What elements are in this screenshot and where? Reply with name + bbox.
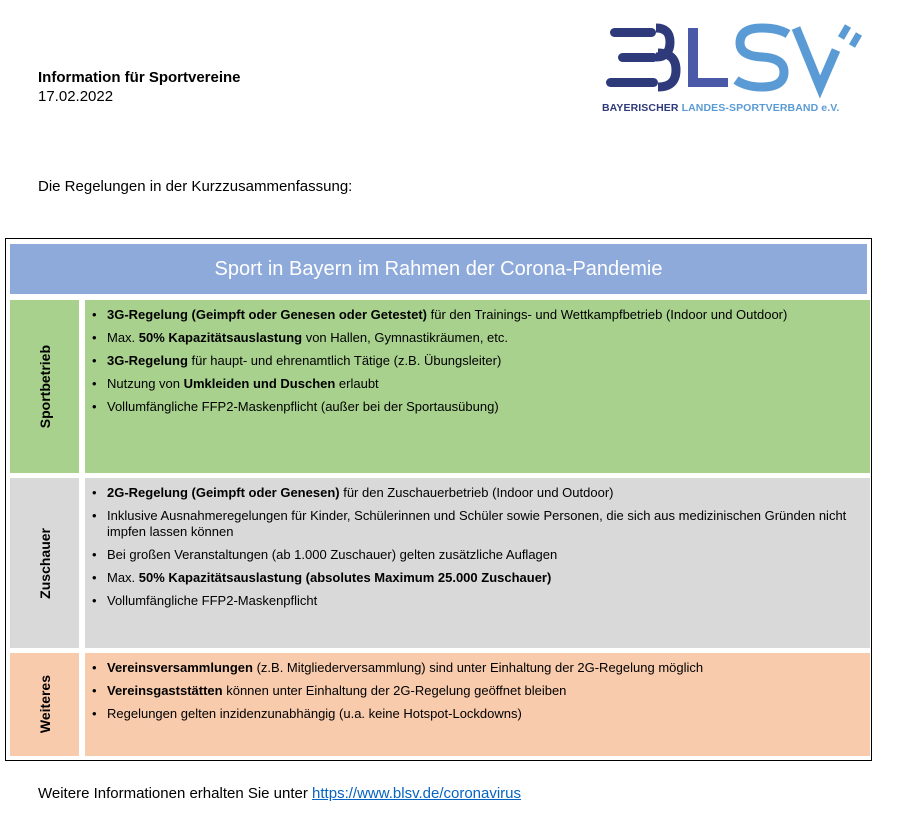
document-date: 17.02.2022 — [38, 88, 114, 105]
section-label-zuschauer — [10, 478, 79, 648]
logo-subtitle-light: LANDES-SPORTVERBAND e.V. — [681, 102, 840, 114]
bullet-text: (z.B. Mitgliederversammlung) sind unter Einhaltung der 2G-Regelung möglich — [252, 660, 704, 675]
bullet-text: Max. — [107, 570, 139, 585]
bullet-text: für den Zuschauerbetrieb (Indoor und Outdoor) — [339, 485, 614, 500]
bullet-text: Max. — [107, 330, 139, 345]
logo-letter-v — [796, 26, 859, 87]
section-label-weiteres — [10, 653, 79, 756]
logo-subtitle — [602, 102, 839, 114]
bullet-text: Nutzung von — [107, 376, 184, 391]
coronavirus-link[interactable]: https://www.blsv.de/coronavirus — [312, 785, 522, 802]
bullet-text: Vollumfängliche FFP2-Maskenpflicht (außer bei der Sportausübung) — [107, 399, 499, 414]
document-header — [38, 68, 241, 106]
logo-letter-l — [688, 28, 728, 87]
bullet-item — [107, 485, 858, 501]
bullet-list — [107, 485, 858, 609]
bullet-bold-text: Umkleiden und Duschen — [183, 376, 336, 391]
section-content-weiteres — [85, 653, 870, 756]
bullet-item — [107, 353, 858, 369]
blsv-logo — [600, 22, 862, 122]
section-label-sportbetrieb — [10, 300, 79, 473]
footer-text: Weitere Informationen erhalten Sie unter — [38, 785, 313, 802]
bullet-text: können unter Einhaltung der 2G-Regelung geöffnet bleiben — [222, 683, 567, 698]
bullet-item — [107, 706, 858, 722]
bullet-item — [107, 570, 858, 586]
bullet-bold-text: Vereinsgaststätten — [107, 683, 223, 698]
bullet-item — [107, 593, 858, 609]
bullet-text: Inklusive Ausnahmeregelungen für Kinder, Schülerinnen und Schüler sowie Personen, die sich aus medizinischen Gründen nicht impfen lassen können — [107, 508, 847, 539]
section-label-text: Weiteres — [36, 675, 53, 734]
bullet-item — [107, 399, 858, 415]
bullet-item — [107, 660, 858, 676]
bullet-text: für haupt- und ehrenamtlich Tätige (z.B. Übungsleiter) — [187, 353, 502, 368]
section-content-sportbetrieb — [85, 300, 870, 473]
bullet-list — [107, 660, 858, 722]
bullet-item — [107, 683, 858, 699]
bullet-item — [107, 508, 858, 540]
bullet-bold-text: 50% Kapazitätsauslastung — [138, 330, 303, 345]
section-content-zuschauer — [85, 478, 870, 648]
bullet-text: von Hallen, Gymnastikräumen, etc. — [302, 330, 508, 345]
table-banner: Sport in Bayern im Rahmen der Corona-Pandemie — [10, 244, 867, 294]
bullet-bold-text: 50% Kapazitätsauslastung (absolutes Maximum 25.000 Zuschauer) — [138, 570, 552, 585]
bullet-text: Bei großen Veranstaltungen (ab 1.000 Zuschauer) gelten zusätzliche Auflagen — [107, 547, 558, 562]
bullet-text: Vollumfängliche FFP2-Maskenpflicht — [107, 593, 318, 608]
bullet-bold-text: 3G-Regelung (Geimpft oder Genesen oder Getestet) — [107, 307, 427, 322]
bullet-bold-text: Vereinsversammlungen — [107, 660, 253, 675]
bullet-text: für den Trainings- und Wettkampfbetrieb (Indoor und Outdoor) — [427, 307, 788, 322]
logo-letter-s — [736, 28, 788, 87]
footer — [38, 785, 521, 802]
bullet-list — [107, 307, 858, 415]
bullet-bold-text: 3G-Regelung — [107, 353, 188, 368]
rules-table — [5, 238, 872, 761]
document-title: Information für Sportvereine — [38, 69, 241, 86]
blsv-logo-mark — [600, 22, 862, 100]
section-label-text: Zuschauer — [36, 527, 53, 599]
bullet-item — [107, 376, 858, 392]
logo-letter-b — [606, 28, 676, 87]
bullet-bold-text: 2G-Regelung (Geimpft oder Genesen) — [107, 485, 340, 500]
intro-text: Die Regelungen in der Kurzzusammenfassung: — [38, 178, 353, 195]
bullet-text: erlaubt — [335, 376, 379, 391]
logo-subtitle-dark: BAYERISCHER — [602, 102, 679, 114]
bullet-item — [107, 547, 858, 563]
bullet-item — [107, 307, 858, 323]
section-label-text: Sportbetrieb — [36, 344, 53, 429]
bullet-item — [107, 330, 858, 346]
bullet-text: Regelungen gelten inzidenzunabhängig (u.a. keine Hotspot-Lockdowns) — [107, 706, 522, 721]
